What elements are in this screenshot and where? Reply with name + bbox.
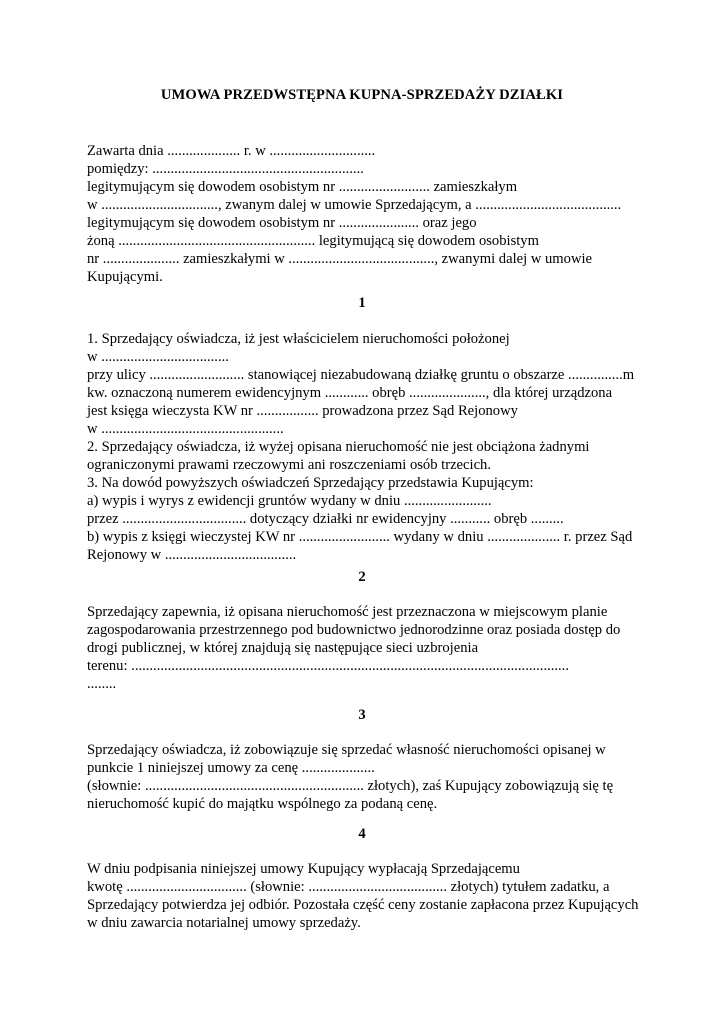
section-3-heading: 3 bbox=[358, 707, 366, 723]
section-1-line: kw. oznaczoną numerem ewidencyjnym ............ obręb ....................., dla której urządzona bbox=[87, 385, 613, 401]
section-1-line: 2. Sprzedający oświadcza, iż wyżej opisana nieruchomość nie jest obciążona żadnymi bbox=[87, 439, 590, 455]
section-4-line: kwotę ................................. (słownie: ...................................... złotych) tytułem zadatku, a bbox=[87, 879, 610, 895]
section-3-line: nieruchomość kupić do majątku wspólnego za podaną cenę. bbox=[87, 796, 438, 812]
intro-line: Kupującymi. bbox=[87, 269, 163, 285]
document-title: UMOWA PRZEDWSTĘPNA KUPNA-SPRZEDAŻY DZIAŁKI bbox=[160, 87, 564, 103]
intro-line: legitymującym się dowodem osobistym nr ...................... oraz jego bbox=[87, 215, 477, 231]
intro-paragraph bbox=[87, 142, 687, 286]
section-3-line: (słownie: ............................................................ złotych), zaś Kupujący zobowiązują się tę bbox=[87, 778, 614, 794]
section-4-line: w dniu zawarcia notarialnej umowy sprzedaży. bbox=[87, 915, 361, 931]
section-1-line: w ................................... bbox=[87, 349, 229, 365]
intro-line: pomiędzy: .......................................................... bbox=[87, 161, 364, 177]
section-3-body bbox=[87, 741, 687, 813]
section-1-line: przez .................................. dotyczący działki nr ewidencyjny ........... obręb ......... bbox=[87, 511, 564, 527]
section-1-line: Rejonowy w .................................... bbox=[87, 547, 297, 563]
intro-line: legitymującym się dowodem osobistym nr ......................... zamieszkałym bbox=[87, 179, 518, 195]
section-1-body bbox=[87, 330, 687, 564]
section-4-body bbox=[87, 860, 687, 932]
section-4-heading: 4 bbox=[358, 826, 366, 842]
intro-line: nr ..................... zamieszkałymi w ........................................, zwanymi dalej w umowie bbox=[87, 251, 593, 267]
section-1-line: ograniczonymi prawami rzeczowymi ani roszczeniami osób trzecich. bbox=[87, 457, 491, 473]
section-2-body bbox=[87, 603, 687, 693]
section-2-line: zagospodarowania przestrzennego pod budownictwo jednorodzinne oraz posiada dostęp do bbox=[87, 622, 621, 638]
section-2-line: terenu: ........................................................................................................................ bbox=[87, 658, 569, 674]
section-1-line: w .................................................. bbox=[87, 421, 284, 437]
intro-line: w ................................, zwanym dalej w umowie Sprzedającym, a ........................................ bbox=[87, 197, 622, 213]
intro-line: żoną ...................................................... legitymującą się dowodem osobistym bbox=[87, 233, 539, 249]
section-4-line: Sprzedający potwierdza jej odbiór. Pozostała część ceny zostanie zapłacona przez Kupujących bbox=[87, 897, 639, 913]
section-2-line: ........ bbox=[87, 676, 117, 692]
section-2-heading: 2 bbox=[358, 569, 366, 585]
section-1-line: przy ulicy .......................... stanowiącej niezabudowaną działkę gruntu o obszarze ...............m bbox=[87, 367, 635, 383]
intro-line: Zawarta dnia .................... r. w ............................. bbox=[87, 143, 376, 159]
section-1-line: jest księga wieczysta KW nr ................. prowadzona przez Sąd Rejonowy bbox=[87, 403, 518, 419]
section-3-line: punkcie 1 niniejszej umowy za cenę .................... bbox=[87, 760, 375, 776]
section-1-line: a) wypis i wyrys z ewidencji gruntów wydany w dniu ........................ bbox=[87, 493, 492, 509]
section-1-line: 1. Sprzedający oświadcza, iż jest właścicielem nieruchomości położonej bbox=[87, 331, 510, 347]
section-2-line: drogi publicznej, w której znajdują się następujące sieci uzbrojenia bbox=[87, 640, 479, 656]
section-1-line: b) wypis z księgi wieczystej KW nr ......................... wydany w dniu .................... r. przez Sąd bbox=[87, 529, 633, 545]
section-4-line: W dniu podpisania niniejszej umowy Kupujący wypłacają Sprzedającemu bbox=[87, 861, 520, 877]
section-3-line: Sprzedający oświadcza, iż zobowiązuje się sprzedać własność nieruchomości opisanej w bbox=[87, 742, 606, 758]
section-1-heading: 1 bbox=[358, 295, 366, 311]
section-1-line: 3. Na dowód powyższych oświadczeń Sprzedający przedstawia Kupującym: bbox=[87, 475, 534, 491]
section-2-line: Sprzedający zapewnia, iż opisana nieruchomość jest przeznaczona w miejscowym planie bbox=[87, 604, 608, 620]
